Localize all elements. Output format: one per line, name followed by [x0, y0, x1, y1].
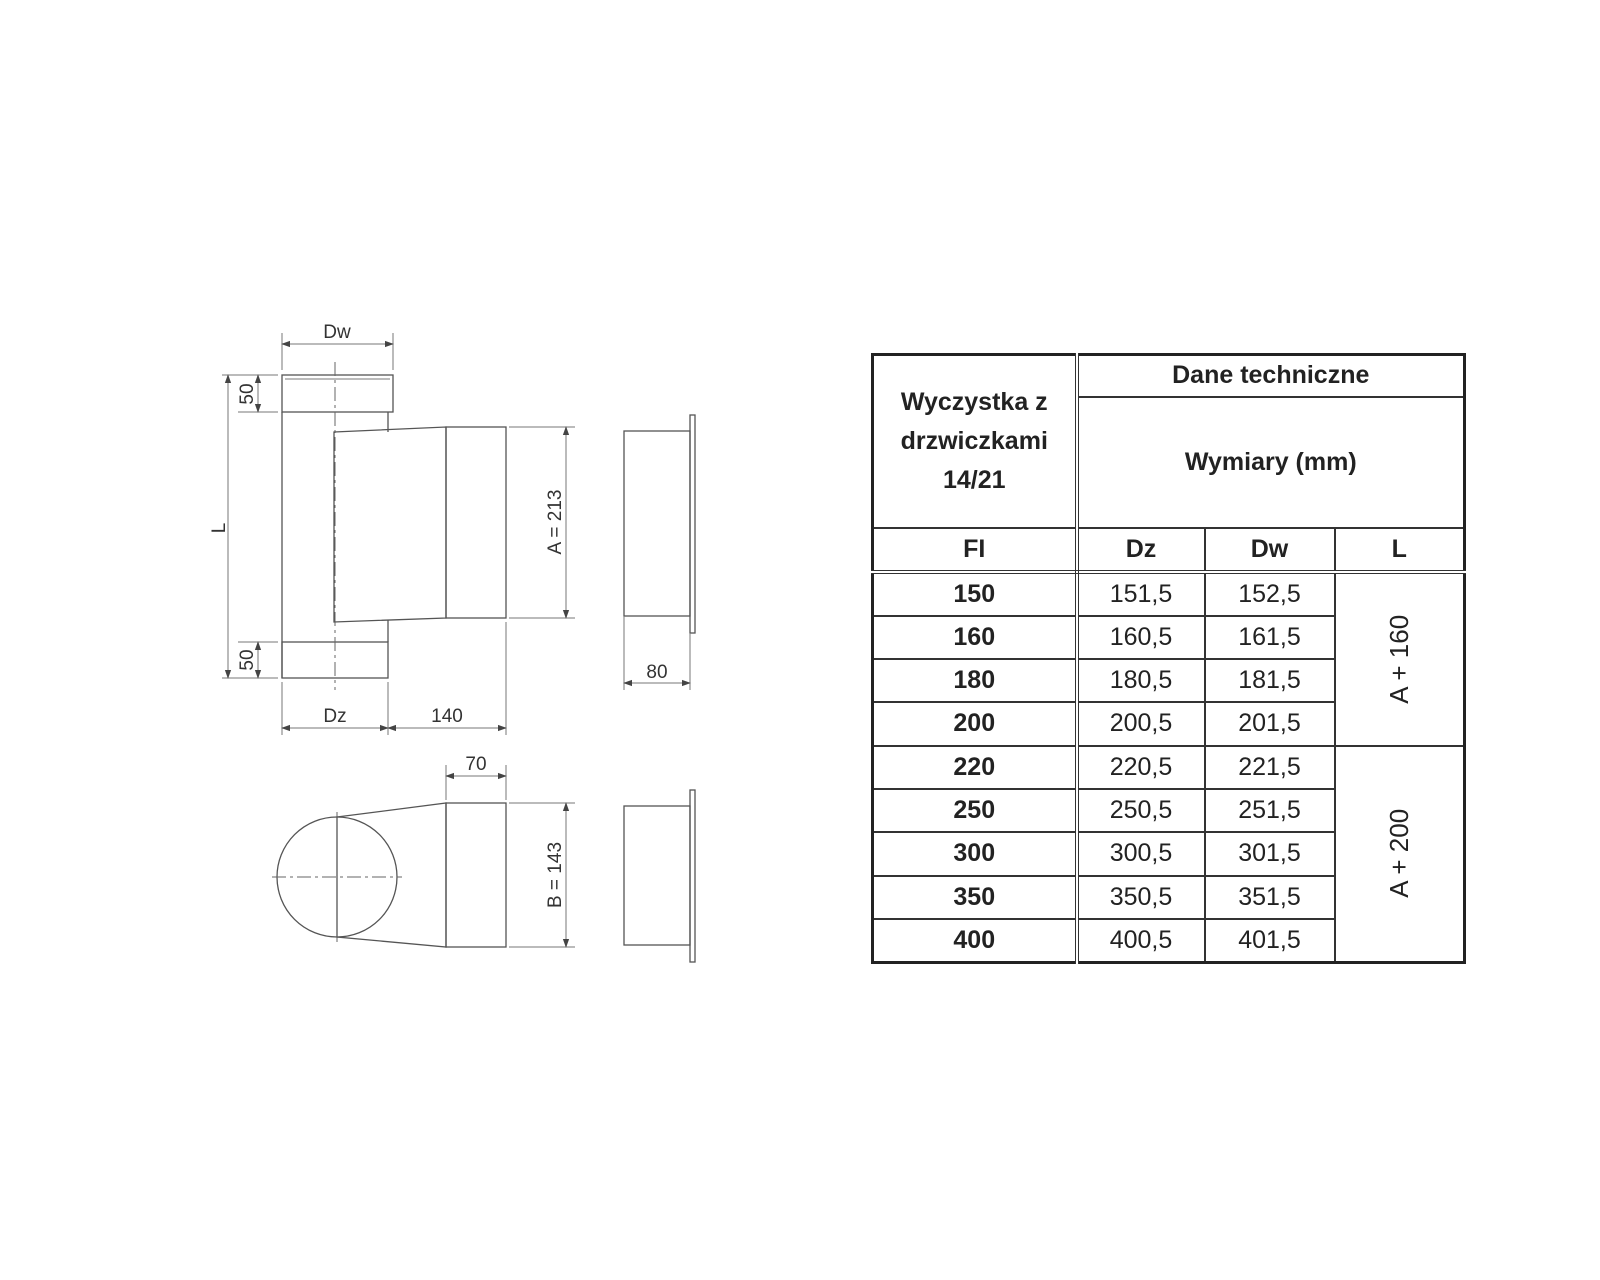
- dim-140-label: 140: [431, 706, 463, 727]
- cell-dz: 300,5: [1077, 832, 1205, 875]
- cell-l-group-1: [1335, 572, 1465, 745]
- cell-dw: 181,5: [1205, 659, 1335, 702]
- table-row: [873, 572, 1465, 615]
- dim-bottom-50-label: 50: [237, 649, 258, 671]
- dim-top-50-label: 50: [237, 383, 258, 405]
- front-view: [209, 322, 575, 735]
- top-rectangular-box: [446, 803, 506, 947]
- cell-dz: 200,5: [1077, 702, 1205, 745]
- door-flange: [690, 415, 695, 633]
- cell-fi: 250: [873, 789, 1077, 832]
- product-name-line-2: drzwiczkami: [900, 427, 1048, 456]
- col-header-dw: Dw: [1205, 528, 1335, 572]
- cell-dw: 251,5: [1205, 789, 1335, 832]
- cell-fi: 220: [873, 746, 1077, 789]
- product-name-line-3: 14/21: [942, 465, 1006, 494]
- dim-70-label: 70: [465, 754, 487, 775]
- product-name-line-1: Wyczystka z: [900, 388, 1048, 417]
- cell-dz: 350,5: [1077, 876, 1205, 919]
- cell-dz: 160,5: [1077, 616, 1205, 659]
- cell-fi: 180: [873, 659, 1077, 702]
- cell-fi: 350: [873, 876, 1077, 919]
- l-group-1-label: A + 160: [1383, 614, 1414, 704]
- cell-fi: 150: [873, 572, 1077, 615]
- top-sleeve: [282, 375, 393, 412]
- dim-b-label: B = 143: [545, 841, 566, 909]
- cell-dw: 401,5: [1205, 919, 1335, 962]
- cell-dw: 201,5: [1205, 702, 1335, 745]
- cell-dz: 151,5: [1077, 572, 1205, 615]
- cell-dz: 250,5: [1077, 789, 1205, 832]
- door-flange-top: [690, 790, 695, 962]
- group-header: Dane techniczne: [1077, 355, 1465, 397]
- rectangular-box: [446, 427, 506, 618]
- product-name-cell: [873, 355, 1077, 528]
- cell-dw: 301,5: [1205, 832, 1335, 875]
- cell-fi: 300: [873, 832, 1077, 875]
- table-row: [873, 746, 1465, 789]
- door-frame-top: [624, 806, 690, 945]
- cell-dw: 351,5: [1205, 876, 1335, 919]
- dim-80-label: 80: [646, 662, 668, 683]
- cell-dw: 161,5: [1205, 616, 1335, 659]
- cell-fi: 200: [873, 702, 1077, 745]
- cell-dz: 400,5: [1077, 919, 1205, 962]
- spec-table: [871, 353, 1466, 964]
- dim-a-label: A = 213: [545, 489, 566, 555]
- door-side-view: [624, 415, 695, 690]
- cell-l-group-2: [1335, 746, 1465, 963]
- cell-dz: 220,5: [1077, 746, 1205, 789]
- top-tapered-transition: [337, 803, 446, 947]
- door-top-view: [624, 790, 695, 962]
- cell-dw: 152,5: [1205, 572, 1335, 615]
- cell-dz: 180,5: [1077, 659, 1205, 702]
- col-header-l: L: [1335, 528, 1465, 572]
- dim-l-label: L: [209, 522, 230, 534]
- col-header-dz: Dz: [1077, 528, 1205, 572]
- cell-fi: 160: [873, 616, 1077, 659]
- top-view: [272, 754, 575, 947]
- cell-fi: 400: [873, 919, 1077, 962]
- l-group-2-label: A + 200: [1383, 808, 1414, 898]
- sub-header: Wymiary (mm): [1077, 397, 1465, 528]
- tapered-transition: [334, 427, 446, 622]
- dim-dz-label: Dz: [323, 706, 347, 727]
- cell-dw: 221,5: [1205, 746, 1335, 789]
- col-header-fi: FI: [873, 528, 1077, 572]
- door-frame: [624, 431, 690, 616]
- dim-dw-label: Dw: [323, 322, 351, 343]
